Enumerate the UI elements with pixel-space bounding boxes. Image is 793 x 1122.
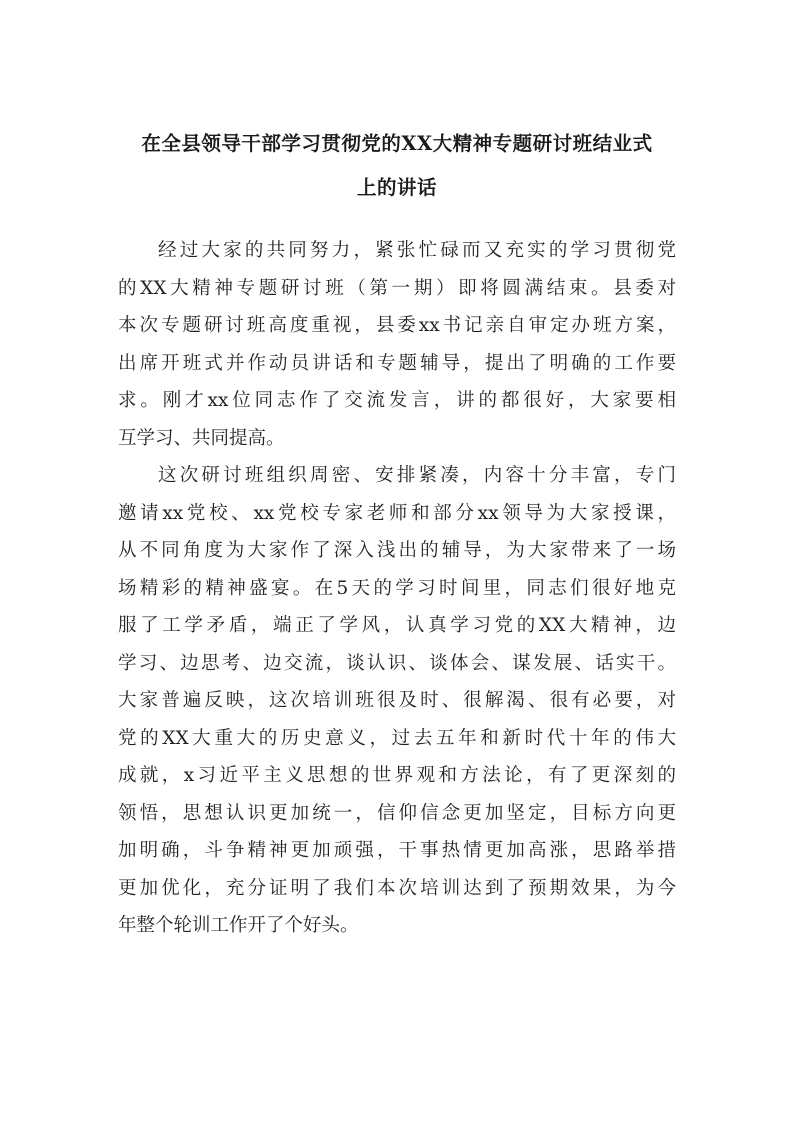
text-line: 服了工学矛盾，端正了学风，认真学习党的XX大精神，边 bbox=[118, 615, 676, 636]
text-line: 经过大家的共同努力，紧张忙碌而又充实的学习贯彻党 bbox=[158, 240, 676, 261]
text-line: 领悟，思想认识更加统一，信仰信念更加坚定，目标方向更 bbox=[118, 802, 676, 824]
text-line: 从不同角度为大家作了深入浅出的辅导，为大家带来了一场 bbox=[118, 540, 676, 561]
text-line: 互学习、共同提高。 bbox=[118, 427, 285, 449]
text-line: 更加优化，充分证明了我们本次培训达到了预期效果，为今 bbox=[118, 877, 676, 899]
text-line: 本次专题研讨班高度重视，县委xx书记亲自审定办班方案， bbox=[118, 315, 676, 336]
paragraph-2 bbox=[118, 457, 676, 945]
text-line: 加明确，斗争精神更加顽强，干事热情更加高涨，思路举措 bbox=[118, 840, 676, 861]
text-line: 党的XX大重大的历史意义，过去五年和新时代十年的伟大 bbox=[118, 727, 676, 749]
text-line: 学习、边思考、边交流，谈认识、谈体会、谋发展、话实干。 bbox=[118, 652, 676, 674]
document-body bbox=[118, 232, 676, 945]
text-line: 年整个轮训工作开了个好头。 bbox=[118, 915, 359, 936]
text-line: 大家普遍反映，这次培训班很及时、很解渴、很有必要，对 bbox=[118, 690, 676, 711]
text-line: 出席开班式并作动员讲话和专题辅导，提出了明确的工作要 bbox=[118, 352, 676, 374]
paragraph-1 bbox=[118, 232, 676, 457]
text-line: 求。刚才xx位同志作了交流发言，讲的都很好，大家要相 bbox=[118, 390, 676, 411]
text-line: 这次研讨班组织周密、安排紧凑，内容十分丰富，专门 bbox=[158, 465, 676, 486]
title-line-1: 在全县领导干部学习贯彻党的XX大精神专题研讨班结业式 bbox=[141, 132, 653, 155]
text-line: 场精彩的精神盛宴。在5天的学习时间里，同志们很好地克 bbox=[118, 577, 676, 599]
text-line: 的XX大精神专题研讨班（第一期）即将圆满结束。县委对 bbox=[118, 277, 676, 299]
document-page bbox=[118, 122, 676, 945]
document-title bbox=[118, 122, 676, 210]
text-line: 邀请xx党校、xx党校专家老师和部分xx领导为大家授课， bbox=[118, 502, 676, 524]
title-line-2: 上的讲话 bbox=[356, 176, 437, 199]
text-line: 成就，x习近平主义思想的世界观和方法论，有了更深刻的 bbox=[118, 765, 676, 786]
